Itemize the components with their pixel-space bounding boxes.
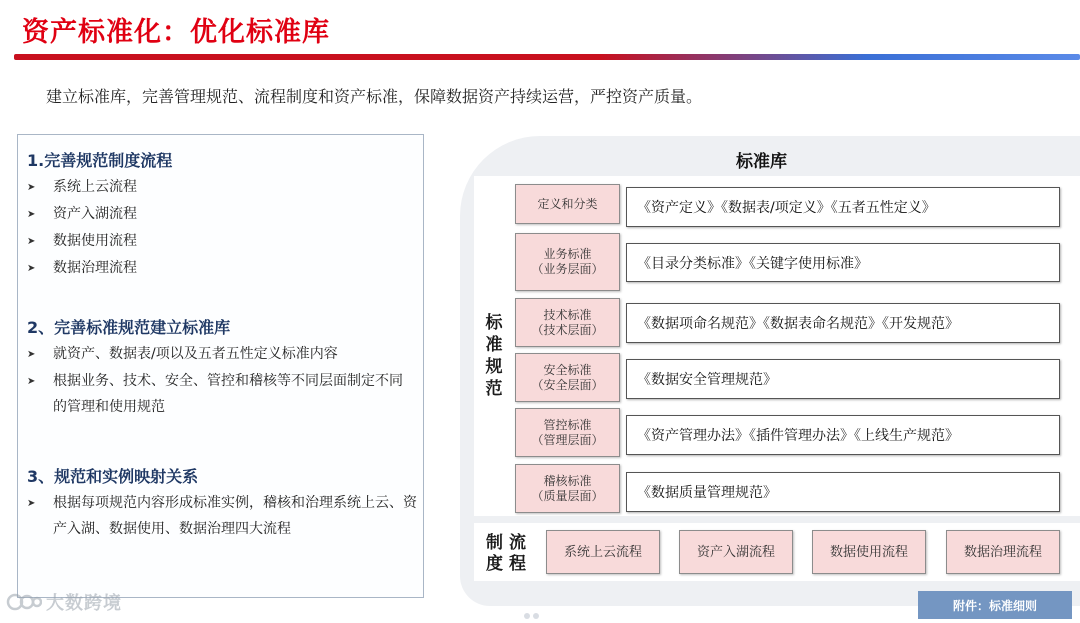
- standard-description: 《目录分类标准》《关键字使用标准》: [626, 243, 1060, 282]
- arrow-bullet-icon: ➤: [27, 236, 36, 247]
- watermark-logo-icon: [6, 591, 42, 613]
- list-item: ➤ 系统上云流程: [27, 174, 413, 201]
- standard-description: 《数据项命名规范》《数据表命名规范》《开发规范》: [626, 303, 1060, 343]
- category-box-audit: 稽核标准 （质量层面）: [515, 464, 620, 513]
- watermark: [6, 589, 122, 615]
- process-box-usage: 数据使用流程: [812, 530, 926, 574]
- standards-vertical-label: 标准规范: [485, 313, 503, 399]
- category-box-business: 业务标准 （业务层面）: [515, 233, 620, 291]
- arrow-bullet-icon: ➤: [27, 349, 36, 360]
- category-box-control: 管控标准 （管理层面）: [515, 408, 620, 457]
- category-box-security: 安全标准 （安全层面）: [515, 353, 620, 402]
- section-2-heading: 2、完善标准规范建立标准库: [27, 318, 231, 337]
- list-item: ➤ 根据每项规范内容形成标准实例，稽核和治理系统上云、资产入湖、数据使用、数据治理四大流程: [27, 490, 421, 542]
- page-subtitle: 建立标准库，完善管理规范、流程制度和资产标准，保障数据资产持续运营，严控资产质量。: [46, 87, 703, 106]
- standard-description: 《数据质量管理规范》: [626, 472, 1060, 512]
- slide-dots: [524, 604, 542, 623]
- library-title: 标准库: [736, 152, 787, 172]
- category-box-definition: 定义和分类: [515, 184, 620, 224]
- arrow-bullet-icon: ➤: [27, 376, 36, 387]
- process-box-cloud: 系统上云流程: [546, 530, 660, 574]
- standard-description: 《资产定义》《数据表/项定义》《五者五性定义》: [626, 187, 1060, 227]
- list-item: ➤ 根据业务、技术、安全、管控和稽核等不同层面制定不同的管理和使用规范: [27, 368, 413, 420]
- section-1-heading: 1.完善规范制度流程: [27, 151, 173, 170]
- arrow-bullet-icon: ➤: [27, 182, 36, 193]
- category-box-technical: 技术标准 （技术层面）: [515, 298, 620, 347]
- arrow-bullet-icon: ➤: [27, 209, 36, 220]
- standard-description: 《数据安全管理规范》: [626, 359, 1060, 399]
- appendix-button[interactable]: 附件：标准细则: [918, 591, 1072, 619]
- page-title: 资产标准化：优化标准库: [22, 17, 330, 48]
- watermark-text: 大数跨境: [46, 593, 122, 614]
- arrow-bullet-icon: ➤: [27, 263, 36, 274]
- list-item: ➤ 数据使用流程: [27, 228, 413, 255]
- list-item: ➤ 数据治理流程: [27, 255, 413, 282]
- process-box-governance: 数据治理流程: [946, 530, 1060, 574]
- section-3-heading: 3、规范和实例映射关系: [27, 467, 199, 486]
- list-item: ➤ 就资产、数据表/项以及五者五性定义标准内容: [27, 341, 413, 368]
- process-box-lake: 资产入湖流程: [679, 530, 793, 574]
- standard-description: 《资产管理办法》《插件管理办法》《上线生产规范》: [626, 415, 1060, 455]
- process-vertical-label: 制 流 度 程: [486, 533, 526, 574]
- title-divider: [14, 54, 1080, 60]
- list-item: ➤ 资产入湖流程: [27, 201, 413, 228]
- arrow-bullet-icon: ➤: [27, 498, 36, 509]
